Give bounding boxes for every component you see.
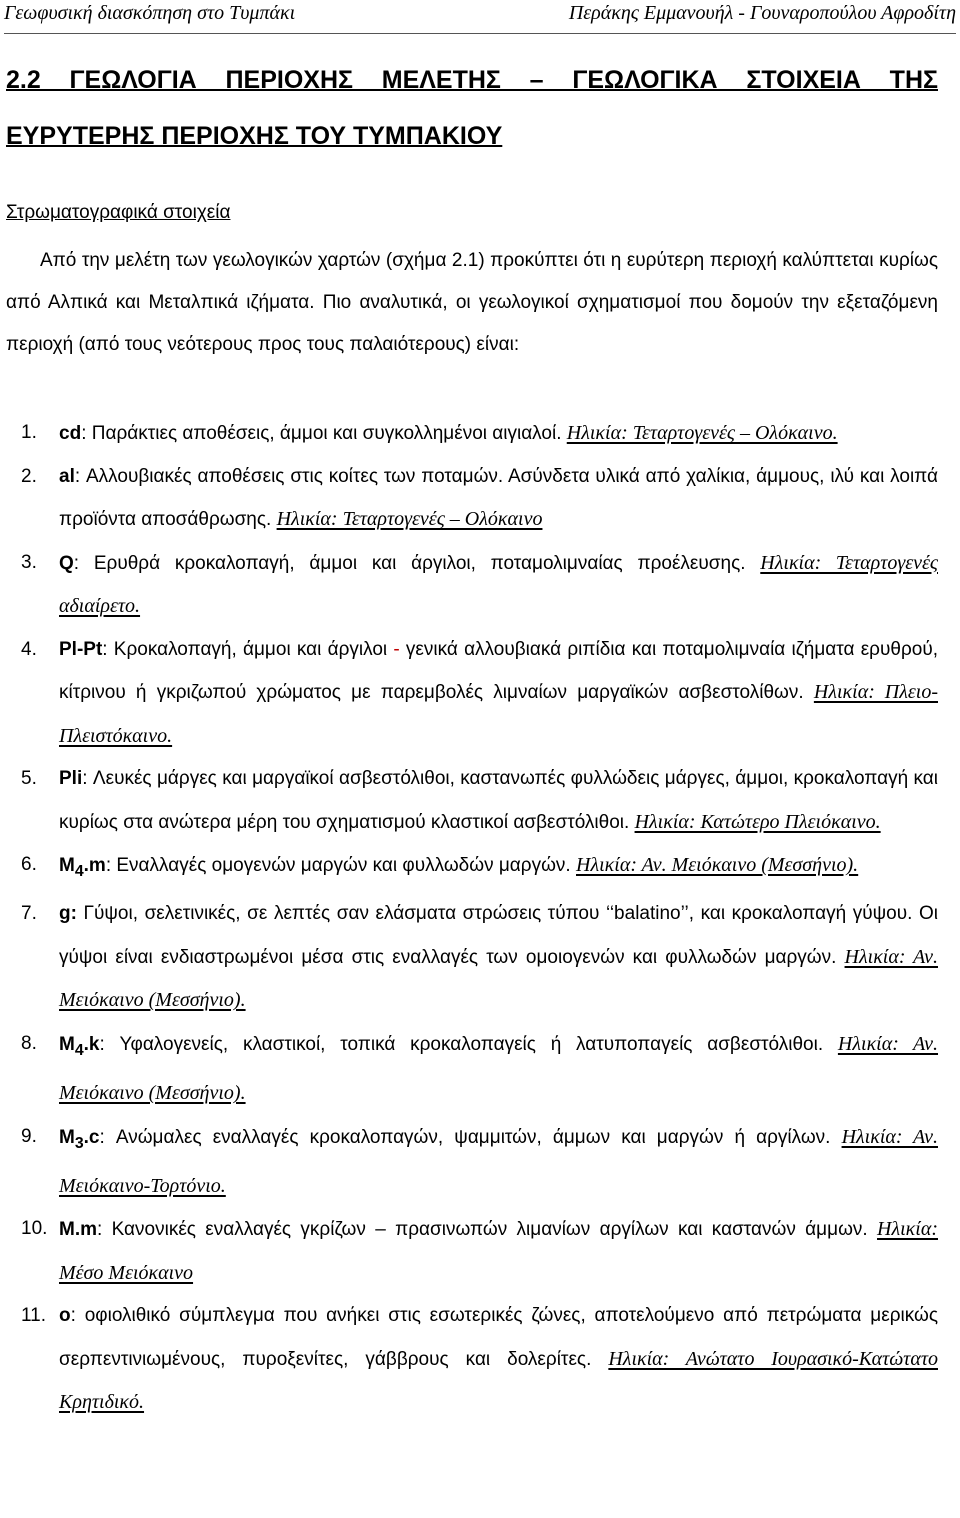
formation-code: Pli	[59, 768, 83, 789]
formation-description: : Υφαλογενείς, κλαστικοί, τοπικά κροκαλοπαγείς ή λατυποπαγείς ασβεστόλιθοι.	[99, 1033, 838, 1055]
formation-description: : Κροκαλοπαγή, άμμοι και άργιλοι	[102, 638, 394, 660]
formation-age: Ηλικία: Αν. Μειόκαινο (Μεσσήνιο).	[576, 854, 859, 876]
formation-description: : Παράκτιες αποθέσεις, άμμοι και συγκολλημένοι αιγιαλοί.	[81, 423, 567, 444]
item-number: 2.	[21, 465, 37, 487]
code-main: M	[59, 1033, 75, 1055]
list-item	[0, 412, 938, 456]
list-item	[0, 542, 938, 629]
formation-description: : Κανονικές εναλλαγές γκρίζων – πρασινωπών λιμανίων αργίλων και καστανών άμμων.	[97, 1219, 878, 1241]
formation-description-cont: γενικά αλλουβιακά ριπίδια και ποταμολιμναία ιζήματα ερυθρού, κίτρινου ή γκριζωπού χρώματος με παρεμβολές λιμναίων μαργαϊκών ασβεστολίθων.	[59, 638, 938, 703]
list-item	[0, 1295, 938, 1425]
formation-age: Ηλικία: Τεταρτογενές – Ολόκαινο	[276, 508, 543, 530]
page-header	[4, 0, 956, 30]
item-number: 4.	[21, 638, 37, 660]
item-number: 1.	[21, 422, 37, 443]
code-main: M	[59, 855, 75, 876]
formation-list	[0, 412, 938, 1425]
code-suffix: .k	[83, 1033, 100, 1055]
formation-code: g:	[59, 903, 77, 925]
item-number: 9.	[21, 1125, 37, 1147]
red-dash: -	[393, 638, 400, 660]
code-main: M	[59, 1126, 75, 1148]
list-item	[0, 1023, 938, 1116]
formation-description: : Αλλουβιακές αποθέσεις στις κοίτες των ποταμών. Ασύνδετα υλικά από χαλίκια, άμμους, ιλύ και λοιπά προϊόντα αποσάθρωσης.	[59, 465, 938, 530]
formation-age: Ηλικία: Αν. Μειόκαινο (Μεσσήνιο).	[59, 945, 938, 1012]
formation-age: Ηλικία: Κατώτερο Πλειόκαινο.	[634, 810, 881, 833]
formation-age: Ηλικία: Τεταρτογενές – Ολόκαινο.	[566, 422, 838, 444]
list-item	[0, 758, 938, 844]
list-item	[0, 1208, 938, 1295]
formation-age: Ηλικία: Μέσο Μειόκαινο	[59, 1218, 938, 1284]
formation-description: : οφιολιθικό σύμπλεγμα που ανήκει στις εσωτερικές ζώνες, αποτελούμενο από πετρώματα μερικώς σερπεντινιωμένους, πυροξενίτες, γάββρους και δολερίτες.	[59, 1305, 938, 1370]
item-number: 8.	[21, 1032, 37, 1054]
code-subscript: 4	[74, 1041, 84, 1059]
item-number: 7.	[21, 903, 37, 925]
item-number: 11.	[21, 1305, 47, 1327]
header-left-title: Γεωφυσική διασκόπηση στο Τυμπάκι	[4, 2, 296, 24]
section-title: 2.2 ΓΕΩΛΟΓΙΑ ΠΕΡΙΟΧΗΣ ΜΕΛΕΤΗΣ – ΓΕΩΛΟΓΙΚΑ ΣΤΟΙΧΕΙΑ ΤΗΣ ΕΥΡΥΤΕΡΗΣ ΠΕΡΙΟΧΗΣ ΤΟΥ ΤΥΜΠΑΚΙΟΥ	[6, 66, 938, 150]
formation-code: cd	[59, 423, 82, 444]
formation-description: : Λευκές μάργες και μαργαϊκοί ασβεστόλιθοι, καστανωπές φυλλώδεις μάργες, άμμοι, κροκαλοπαγή και κυρίως στα ανώτερα μέρη του σχηματισμού κλαστικοί ασβεστόλιθοι.	[59, 768, 938, 833]
formation-age: Ηλικία: Αν. Μειόκαινο-Τορτόνιο.	[59, 1125, 938, 1197]
code-subscript: 3	[74, 1134, 84, 1152]
formation-age: Ηλικία: Τεταρτογενές αδιαίρετο.	[59, 551, 938, 617]
formation-age: Ηλικία: Πλειο-Πλειστόκαινο.	[59, 681, 938, 747]
formation-description: : Εναλλαγές ομογενών μαργών και φυλλωδών μαργών.	[105, 855, 576, 876]
item-number: 6.	[21, 854, 37, 875]
formation-description: Γύψοι, σελετινικές, σε λεπτές σαν ελάσματα στρώσεις τύπου ‘‘balatino’’, και κροκαλοπαγή γύψου. Οι γύψοι είναι ενδιαστρωμένοι μέσα στις εναλλαγές των ομοιογενών και φυλλωδών μαργών.	[59, 903, 938, 968]
item-number: 5.	[21, 768, 37, 789]
formation-code: o	[59, 1305, 71, 1327]
formation-code: al	[59, 465, 75, 487]
subheading: Στρωματογραφικά στοιχεία	[6, 202, 231, 223]
formation-age: Ηλικία: Αν. Μειόκαινο (Μεσσήνιο).	[59, 1032, 939, 1105]
formation-description: : Ερυθρά κροκαλοπαγή, άμμοι και άργιλοι, ποταμολιμναίας προέλευσης.	[73, 552, 761, 574]
code-suffix: .m	[83, 855, 106, 876]
list-item	[0, 1116, 938, 1209]
formation-code	[59, 1126, 100, 1152]
formation-age: Ηλικία: Ανώτατο Ιουρασικό-Κατώτατο Κρητιδικό.	[59, 1347, 938, 1414]
header-right-authors: Περάκης Εμμανουήλ - Γουναροπούλου Αφροδίτη	[568, 2, 956, 24]
item-number: 10.	[21, 1218, 48, 1240]
list-item	[0, 893, 938, 1023]
formation-code	[59, 855, 106, 880]
formation-code: Pl-Pt	[59, 638, 103, 660]
intro-paragraph: Από την μελέτη των γεωλογικών χαρτών (σχήμα 2.1) προκύπτει ότι η ευρύτερη περιοχή καλύπτεται κυρίως από Αλπικά και Μεταλπικά ιζήματα. Πιο αναλυτικά, οι γεωλογικοί σχηματισμοί που δομούν την εξεταζόμενη περιοχή (από τους νεότερους προς τους παλαιότερους) είναι:	[6, 250, 938, 355]
formation-code: M.m	[59, 1219, 97, 1241]
formation-code: Q	[59, 552, 74, 574]
list-item	[0, 844, 938, 893]
list-item	[0, 456, 938, 542]
list-item	[0, 629, 938, 759]
item-number: 3.	[21, 551, 37, 573]
formation-description: : Ανώμαλες εναλλαγές κροκαλοπαγών, ψαμμιτών, άμμων και μαργών ή αργίλων.	[99, 1126, 842, 1148]
code-subscript: 4	[74, 862, 84, 880]
formation-code	[59, 1033, 100, 1059]
code-suffix: .c	[83, 1126, 100, 1148]
header-divider	[4, 33, 956, 34]
